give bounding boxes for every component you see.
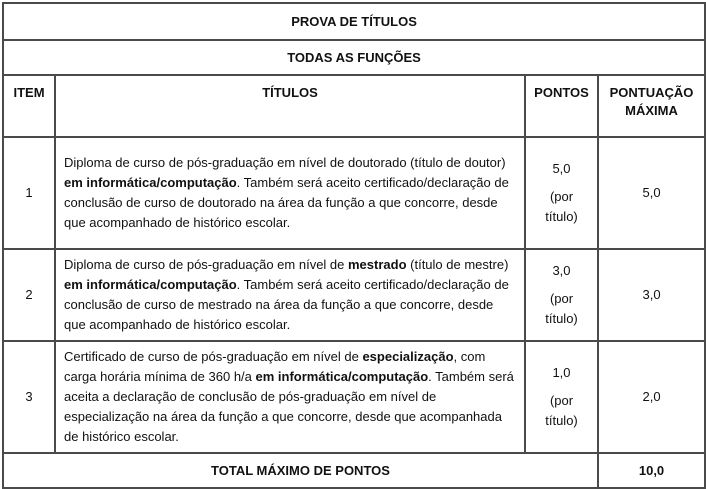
column-header-item: ITEM — [3, 75, 55, 137]
item-number: 3 — [3, 341, 55, 453]
pontos-note-line2: título) — [545, 209, 578, 224]
total-value: 10,0 — [598, 453, 705, 488]
pontos-note-line1: (por — [549, 291, 574, 306]
desc-part: . Também será aceito certificado/declaração de conclusão de curso de doutorado na área da função a que concorre, desde que acompanhado de histórico escolar. — [64, 175, 509, 230]
prova-de-titulos-table — [2, 2, 706, 489]
table-row — [3, 137, 705, 249]
table-row — [3, 341, 705, 453]
pontos-value: 5,0 — [552, 161, 571, 176]
desc-part: (título de mestre) — [406, 257, 509, 272]
desc-part: . Também será aceito certificado/declaração de conclusão de curso de mestrado na área da função a que concorre, desde que acompanhado de histórico escolar. — [64, 277, 509, 332]
item-description — [55, 249, 525, 341]
pontos-note-line2: título) — [545, 413, 578, 428]
column-header-titulos: TÍTULOS — [55, 75, 525, 137]
table-title: PROVA DE TÍTULOS — [3, 3, 705, 40]
table-subtitle: TODAS AS FUNÇÕES — [3, 40, 705, 75]
item-pontuacao-maxima: 2,0 — [598, 341, 705, 453]
desc-part: Certificado de curso de pós-graduação em nível de — [64, 349, 363, 364]
item-pontos — [525, 249, 598, 341]
desc-part: Diploma de curso de pós-graduação em nível de doutorado (título de doutor) — [64, 155, 506, 170]
pontos-note-line2: título) — [545, 311, 578, 326]
column-header-pontuacao-line1: PONTUAÇÃO — [609, 85, 694, 100]
desc-part-bold: mestrado — [348, 257, 407, 272]
item-number: 1 — [3, 137, 55, 249]
column-header-pontos: PONTOS — [525, 75, 598, 137]
pontos-value: 3,0 — [552, 263, 571, 278]
desc-part-bold: em informática/computação — [255, 369, 429, 384]
pontos-note-line1: (por — [549, 393, 574, 408]
total-row — [3, 453, 705, 488]
pontos-note-line1: (por — [549, 189, 574, 204]
item-number: 2 — [3, 249, 55, 341]
desc-part: . Também será aceita a declaração de conclusão de pós-graduação em nível de especialização na área da função a que concorre, desde que acompanhada de histórico escolar. — [64, 369, 514, 444]
desc-part-bold: especialização — [362, 349, 454, 364]
item-description — [55, 137, 525, 249]
desc-part: Diploma de curso de pós-graduação em nível de — [64, 257, 348, 272]
item-pontuacao-maxima: 5,0 — [598, 137, 705, 249]
desc-part-bold: em informática/computação — [64, 175, 237, 190]
desc-part-bold: em informática/computação — [64, 277, 237, 292]
item-description — [55, 341, 525, 453]
pontos-value: 1,0 — [552, 365, 571, 380]
item-pontos — [525, 341, 598, 453]
column-header-pontuacao-maxima — [598, 75, 705, 137]
desc-part: , com carga horária mínima de 360 h/a — [64, 349, 486, 384]
item-pontuacao-maxima: 3,0 — [598, 249, 705, 341]
total-label: TOTAL MÁXIMO DE PONTOS — [3, 453, 598, 488]
table-row — [3, 249, 705, 341]
column-header-pontuacao-line2: MÁXIMA — [625, 103, 678, 118]
column-header-row — [3, 75, 705, 137]
item-pontos — [525, 137, 598, 249]
